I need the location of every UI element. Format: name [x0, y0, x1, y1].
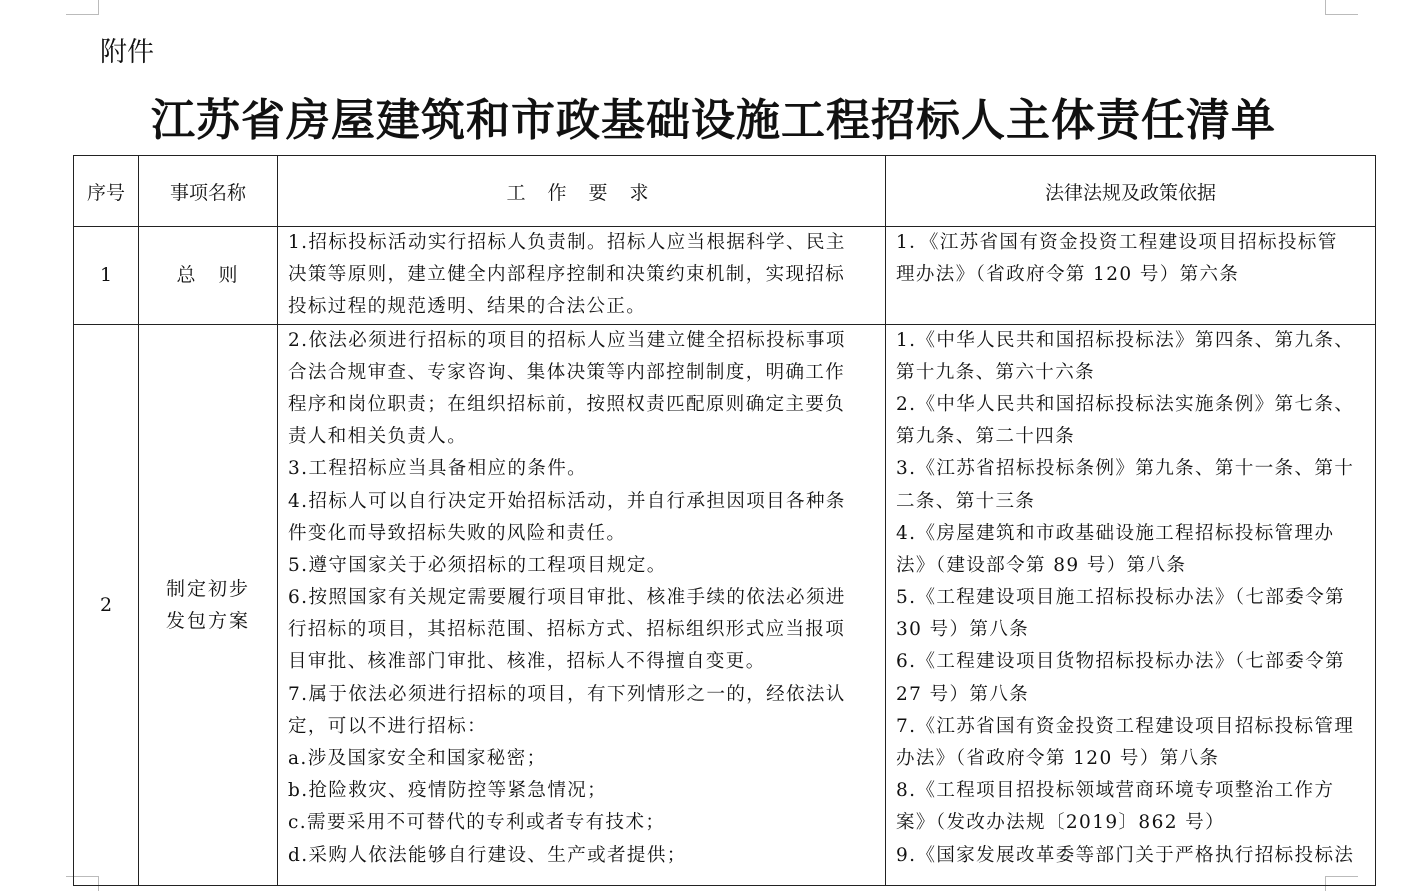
text-line: 2.依法必须进行招标的项目的招标人应当建立健全招标投标事项	[288, 329, 846, 351]
text-line: 3.《江苏省招标投标条例》第九条、第十一条、第十	[896, 458, 1355, 480]
text-line: 第九条、第二十四条	[896, 426, 1076, 448]
text-line: 4.招标人可以自行决定开始招标活动，并自行承担因项目各种条	[288, 490, 846, 512]
text-line: c.需要采用不可替代的专利或者专有技术；	[288, 812, 666, 834]
item-name-text: 发包方案	[165, 609, 250, 632]
text-line: 投标过程的规范透明、结果的合法公正。	[288, 296, 647, 318]
header-item-name: 事项名称	[139, 156, 278, 227]
text-line: 27 号）第八条	[896, 683, 1030, 705]
text-line: 2.《中华人民共和国招标投标法实施条例》第七条、	[896, 393, 1355, 415]
header-seq: 序号	[74, 156, 139, 227]
item-name-text: 制定初步	[165, 577, 250, 600]
text-line: 1.《中华人民共和国招标投标法》第四条、第九条、	[896, 329, 1355, 351]
text-line: 法》（建设部令第 89 号）第八条	[896, 554, 1187, 576]
text-line: 9.《国家发展改革委等部门关于严格执行招标投标法	[896, 844, 1355, 866]
row-requirements	[278, 227, 886, 325]
text-line: 6.《工程建设项目货物招标投标办法》（七部委令第	[896, 651, 1346, 673]
row-requirements	[278, 324, 886, 885]
row-legal-basis	[886, 324, 1376, 885]
page-corner-mark	[66, 0, 99, 15]
row-seq: 2	[74, 324, 139, 885]
header-legal-basis: 法律法规及政策依据	[886, 156, 1376, 227]
item-name-text: 总 则	[176, 264, 240, 287]
text-line: 7.属于依法必须进行招标的项目，有下列情形之一的，经依法认	[288, 683, 846, 705]
text-line: 3.工程招标应当具备相应的条件。	[288, 458, 588, 480]
text-line: a.涉及国家安全和国家秘密；	[288, 748, 547, 769]
text-line: 5.《工程建设项目施工招标投标办法》（七部委令第	[896, 587, 1346, 609]
text-line: 8.《工程项目招投标领域营商环境专项整治工作方	[896, 780, 1335, 802]
document-title: 江苏省房屋建筑和市政基础设施工程招标人主体责任清单	[151, 95, 1276, 146]
row-legal-basis	[886, 227, 1376, 325]
text-line: 合法合规审查、专家咨询、集体决策等内部控制制度，明确工作	[288, 361, 846, 383]
responsibility-table	[73, 155, 1376, 886]
table-row	[74, 227, 1376, 325]
text-line: 理办法》（省政府令第 120 号）第六条	[896, 264, 1240, 286]
text-line: 案》（发改办法规〔2019〕862 号）	[896, 812, 1226, 834]
table-row	[74, 324, 1376, 885]
header-requirements: 工 作 要 求	[278, 156, 886, 227]
text-line: 决策等原则，建立健全内部程序控制和决策约束机制，实现招标	[288, 264, 846, 286]
text-line: b.抢险救灾、疫情防控等紧急情况；	[288, 780, 608, 802]
text-line: 二条、第十三条	[896, 490, 1036, 512]
page-corner-mark	[1325, 0, 1358, 15]
text-line: 程序和岗位职责；在组织招标前，按照权责匹配原则确定主要负	[288, 393, 846, 415]
text-line: 责人和相关负责人。	[288, 426, 468, 448]
text-line: 5.遵守国家关于必须招标的工程项目规定。	[288, 554, 667, 576]
text-line: 第十九条、第六十六条	[896, 361, 1096, 383]
text-line: 1．《江苏省国有资金投资工程建设项目招标投标管	[896, 232, 1338, 253]
text-line: 办法》（省政府令第 120 号）第八条	[896, 748, 1220, 769]
text-line: 行招标的项目，其招标范围、招标方式、招标组织形式应当报项	[288, 619, 846, 641]
table-header-row	[74, 156, 1376, 227]
text-line: 30 号）第八条	[896, 619, 1030, 641]
text-line: 目审批、核准部门审批、核准，招标人不得擅自变更。	[288, 651, 766, 673]
row-seq: 1	[74, 227, 139, 325]
row-item-name	[139, 227, 278, 325]
attachment-label: 附件	[100, 37, 154, 68]
row-item-name	[139, 324, 278, 885]
text-line: d.采购人依法能够自行建设、生产或者提供；	[288, 844, 687, 866]
text-line: 件变化而导致招标失败的风险和责任。	[288, 522, 627, 544]
text-line: 定，可以不进行招标：	[288, 715, 488, 737]
text-line: 6.按照国家有关规定需要履行项目审批、核准手续的依法必须进	[288, 587, 846, 609]
text-line: 4.《房屋建筑和市政基础设施工程招标投标管理办	[896, 522, 1335, 544]
text-line: 7.《江苏省国有资金投资工程建设项目招标投标管理	[896, 715, 1355, 737]
text-line: 1.招标投标活动实行招标人负责制。招标人应当根据科学、民主	[288, 232, 846, 253]
